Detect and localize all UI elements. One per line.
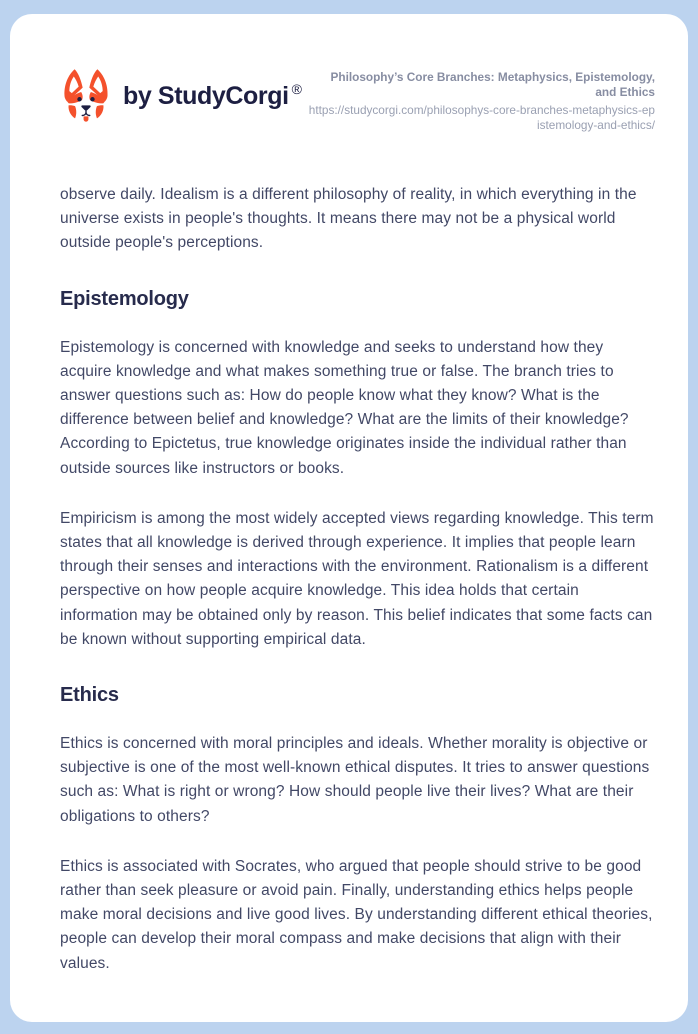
brand-label: by StudyCorgi xyxy=(123,82,289,110)
corgi-face-icon xyxy=(60,68,112,124)
paragraph-epistemology-2: Empiricism is among the most widely accepted views regarding knowledge. This term states that all knowledge is derived through experience. It implies that people learn through their senses and interactions with the environment. Rationalism is a different perspective on how people acquire knowledge. This idea holds that certain information may be obtained only by reason. This belief indicates that some facts can be known without supporting empirical data. xyxy=(60,509,654,648)
paragraph-intro-continuation: observe daily. Idealism is a different philosophy of reality, in which everything in the universe exists in people's thoughts. It means there may not be a physical world outside people's perceptions. xyxy=(60,186,637,252)
paragraph-ethics-1: Ethics is concerned with moral principles and ideals. Whether morality is objective or subjective is one of the most well-known ethical disputes. It tries to answer questions such as: What is right or wrong? How should people live their lives? What are their obligations to others? xyxy=(60,735,650,825)
paragraph-ethics-2: Ethics is associated with Socrates, who argued that people should strive to be good rather than seek pleasure or avoid pain. Finally, understanding ethics helps people make moral decisions and live good lives. By understanding different ethical theories, people can develop their moral compass and make decisions that align with their values. xyxy=(60,857,653,972)
heading-epistemology: Epistemology xyxy=(60,287,189,310)
registered-trademark-symbol: ® xyxy=(291,81,302,97)
brand-block xyxy=(60,68,302,124)
document-header xyxy=(60,68,655,133)
paragraph-epistemology-1: Epistemology is concerned with knowledge and seeks to understand how they acquire knowledge and what makes something true or false. The branch tries to answer questions such as: How do people know what they know? What is the difference between belief and knowledge? What are the limits of their knowledge? According to Epictetus, true knowledge originates inside the individual rather than outside sources like instructors or books. xyxy=(60,338,629,477)
document-page xyxy=(10,14,688,1022)
document-title: Philosophy’s Core Branches: Metaphysics, Epistemology, and Ethics xyxy=(330,70,655,99)
heading-ethics: Ethics xyxy=(60,684,119,707)
article-body xyxy=(60,183,655,976)
brand-name xyxy=(123,81,302,111)
document-meta xyxy=(307,68,655,133)
document-url-link[interactable]: https://studycorgi.com/philosophys-core-branches-metaphysics-epistemology-and-ethics/ xyxy=(308,103,655,132)
